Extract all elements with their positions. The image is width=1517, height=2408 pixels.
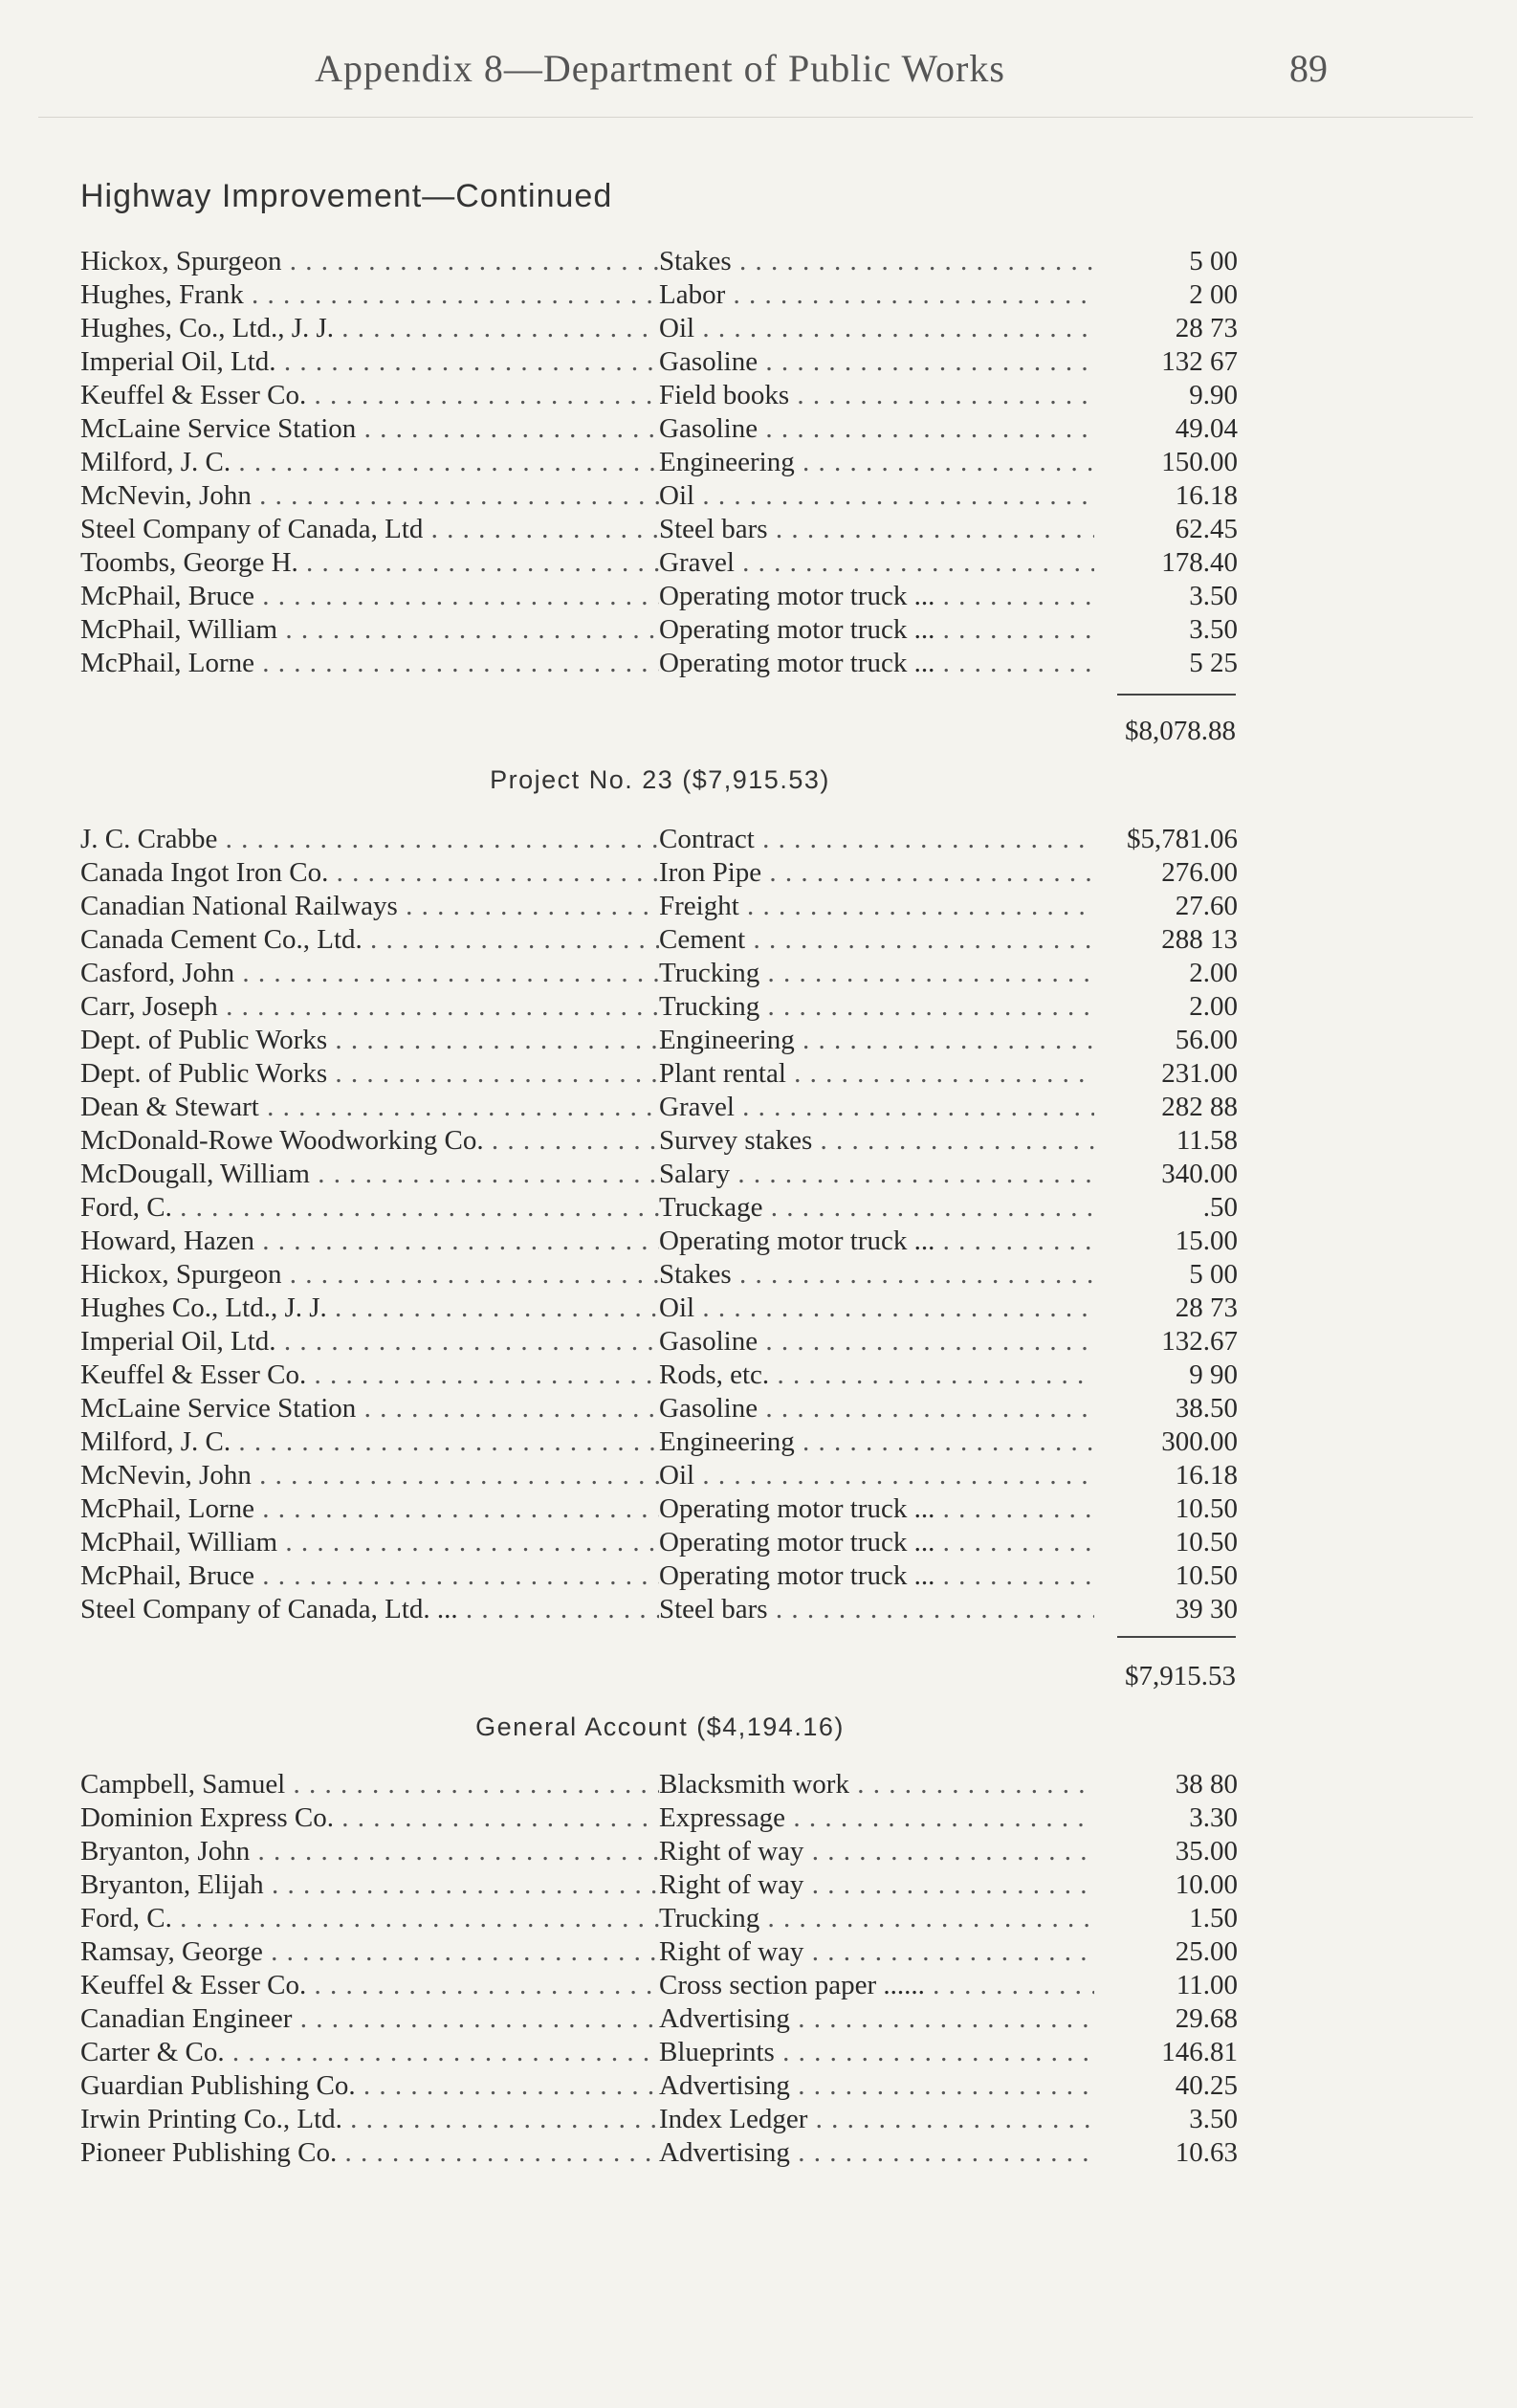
payee-name: Canada Ingot Iron Co. . . . [80,856,659,890]
amount: 9 90 [1094,1359,1238,1392]
table-row [80,379,1238,412]
payee-name: Imperial Oil, Ltd. . . . [80,345,659,379]
amount: 300.00 [1094,1425,1238,1459]
amount: 38.50 [1094,1392,1238,1425]
payee-name: Canadian National Railways . . . [80,890,659,923]
table-row [80,957,1238,990]
amount: 15.00 [1094,1225,1238,1258]
amount: 49.04 [1094,412,1238,446]
amount: 10.50 [1094,1559,1238,1593]
payee-name: Steel Company of Canada, Ltd. ... . . . [80,1593,659,1626]
amount: 146.81 [1094,2036,1238,2069]
amount: 3.30 [1094,1801,1238,1835]
item-description: Engineering . . . [659,446,1190,479]
table-row [80,1593,1238,1626]
item-description: Truckage . . . [659,1191,1190,1225]
payee-name: McDonald-Rowe Woodworking Co. . . . [80,1124,659,1158]
table-row [80,1868,1238,1902]
amount: 10.63 [1094,2136,1238,2170]
payee-name: Pioneer Publishing Co. . . . [80,2136,659,2170]
amount: 11.58 [1094,1124,1238,1158]
item-description: Labor . . . [659,278,1190,312]
table-row [80,647,1238,680]
table-row [80,1359,1238,1392]
section-title: Highway Improvement—Continued [80,178,613,214]
item-description: Engineering . . . [659,1425,1190,1459]
item-description: Survey stakes . . . [659,1124,1190,1158]
table-row [80,1902,1238,1935]
payee-name: Carr, Joseph . . . [80,990,659,1024]
item-description: Stakes . . . [659,1258,1190,1292]
table-row [80,513,1238,546]
running-head-title: Appendix 8—Department of Public Works [315,47,1005,90]
amount: 178.40 [1094,546,1238,580]
payee-name: McPhail, William . . . [80,613,659,647]
amount: 9.90 [1094,379,1238,412]
payee-name: McPhail, Bruce . . . [80,580,659,613]
general-heading: General Account ($4,194.16) [475,1712,845,1741]
payee-name: Hughes, Co., Ltd., J. J. . . . [80,312,659,345]
item-description: Operating motor truck ... . . . [659,1526,1190,1559]
item-description: Gasoline . . . [659,1325,1190,1359]
item-description: Oil . . . [659,1459,1190,1492]
table-row [80,1292,1238,1325]
payee-name: McLaine Service Station . . . [80,1392,659,1425]
amount: 40.25 [1094,2069,1238,2103]
table-row [80,479,1238,513]
item-description: Blacksmith work . . . [659,1768,1190,1801]
payee-name: Dominion Express Co. . . . [80,1801,659,1835]
amount: 56.00 [1094,1024,1238,1057]
table-row [80,278,1238,312]
item-description: Trucking . . . [659,990,1190,1024]
header-rule [38,117,1473,118]
amount: 10.50 [1094,1526,1238,1559]
payee-name: J. C. Crabbe . . . [80,823,659,856]
payee-name: Dept. of Public Works . . . [80,1024,659,1057]
item-description: Steel bars . . . [659,1593,1190,1626]
table-row [80,2002,1238,2036]
item-description: Operating motor truck ... . . . [659,647,1190,680]
payee-name: Guardian Publishing Co. . . . [80,2069,659,2103]
table-row [80,1935,1238,1969]
payee-name: Hickox, Spurgeon . . . [80,1258,659,1292]
payee-name: McNevin, John . . . [80,479,659,513]
item-description: Advertising . . . [659,2002,1190,2036]
amount: $5,781.06 [1094,823,1238,856]
amount: 29.68 [1094,2002,1238,2036]
item-description: Operating motor truck ... . . . [659,580,1190,613]
highway-total: $8,078.88 [1125,716,1236,746]
table-row [80,412,1238,446]
amount: 2.00 [1094,990,1238,1024]
item-description: Gravel . . . [659,1091,1190,1124]
item-description: Right of way . . . [659,1835,1190,1868]
table-row [80,990,1238,1024]
payee-name: Imperial Oil, Ltd. . . . [80,1325,659,1359]
amount: 28 73 [1094,1292,1238,1325]
payee-name: McPhail, Lorne . . . [80,647,659,680]
amount: 5 00 [1094,245,1238,278]
item-description: Iron Pipe . . . [659,856,1190,890]
amount: 3.50 [1094,2103,1238,2136]
item-description: Trucking . . . [659,1902,1190,1935]
table-row [80,1191,1238,1225]
table-row [80,2036,1238,2069]
table-row [80,823,1238,856]
payee-name: Keuffel & Esser Co. . . . [80,1969,659,2002]
table-row [80,312,1238,345]
table-row [80,1801,1238,1835]
table-row [80,613,1238,647]
amount: 5 25 [1094,647,1238,680]
item-description: Cement . . . [659,923,1190,957]
payee-name: Casford, John . . . [80,957,659,990]
amount: .50 [1094,1191,1238,1225]
amount: 16.18 [1094,1459,1238,1492]
project-total-rule [1117,1636,1236,1638]
highway-total-rule [1117,694,1236,696]
item-description: Blueprints . . . [659,2036,1190,2069]
item-description: Stakes . . . [659,245,1190,278]
item-description: Oil . . . [659,479,1190,513]
payee-name: Milford, J. C. . . . [80,446,659,479]
amount: 1.50 [1094,1902,1238,1935]
payee-name: Bryanton, Elijah . . . [80,1868,659,1902]
item-description: Oil . . . [659,312,1190,345]
amount: 150.00 [1094,446,1238,479]
payee-name: McPhail, William . . . [80,1526,659,1559]
amount: 2.00 [1094,957,1238,990]
amount: 3.50 [1094,613,1238,647]
item-description: Plant rental . . . [659,1057,1190,1091]
payee-name: Hughes Co., Ltd., J. J. . . . [80,1292,659,1325]
table-row [80,923,1238,957]
amount: 10.00 [1094,1868,1238,1902]
payee-name: Steel Company of Canada, Ltd . . . [80,513,659,546]
amount: 276.00 [1094,856,1238,890]
payee-name: Toombs, George H. . . . [80,546,659,580]
project-heading: Project No. 23 ($7,915.53) [490,765,830,794]
item-description: Operating motor truck ... . . . [659,613,1190,647]
amount: 5 00 [1094,1258,1238,1292]
payee-name: Keuffel & Esser Co. . . . [80,379,659,412]
amount: 28 73 [1094,312,1238,345]
highway-table [80,245,1238,680]
payee-name: Keuffel & Esser Co. . . . [80,1359,659,1392]
item-description: Contract . . . [659,823,1190,856]
item-description: Advertising . . . [659,2069,1190,2103]
table-row [80,890,1238,923]
item-description: Gasoline . . . [659,345,1190,379]
table-row [80,580,1238,613]
payee-name: Howard, Hazen . . . [80,1225,659,1258]
item-description: Freight . . . [659,890,1190,923]
amount: 39 30 [1094,1593,1238,1626]
table-row [80,1425,1238,1459]
payee-name: Bryanton, John . . . [80,1835,659,1868]
amount: 10.50 [1094,1492,1238,1526]
item-description: Gasoline . . . [659,1392,1190,1425]
payee-name: Dean & Stewart . . . [80,1091,659,1124]
table-row [80,1258,1238,1292]
amount: 27.60 [1094,890,1238,923]
table-row [80,1392,1238,1425]
payee-name: Dept. of Public Works . . . [80,1057,659,1091]
payee-name: McNevin, John . . . [80,1459,659,1492]
payee-name: Carter & Co. . . . [80,2036,659,2069]
table-row [80,1057,1238,1091]
item-description: Oil . . . [659,1292,1190,1325]
payee-name: Canada Cement Co., Ltd. . . . [80,923,659,957]
table-row [80,245,1238,278]
payee-name: Canadian Engineer . . . [80,2002,659,2036]
table-row [80,1158,1238,1191]
item-description: Trucking . . . [659,957,1190,990]
table-row [80,1969,1238,2002]
item-description: Operating motor truck ... . . . [659,1559,1190,1593]
payee-name: Hughes, Frank . . . [80,278,659,312]
amount: 132.67 [1094,1325,1238,1359]
project-table [80,823,1238,1626]
amount: 132 67 [1094,345,1238,379]
item-description: Gasoline . . . [659,412,1190,446]
table-row [80,1768,1238,1801]
table-row [80,446,1238,479]
amount: 2 00 [1094,278,1238,312]
payee-name: Campbell, Samuel . . . [80,1768,659,1801]
amount: 340.00 [1094,1158,1238,1191]
amount: 288 13 [1094,923,1238,957]
item-description: Index Ledger . . . [659,2103,1190,2136]
table-row [80,1559,1238,1593]
table-row [80,1492,1238,1526]
payee-name: Ford, C. . . . [80,1191,659,1225]
table-row [80,1091,1238,1124]
table-row [80,1024,1238,1057]
table-row [80,2136,1238,2170]
running-head [0,46,1517,103]
item-description: Expressage . . . [659,1801,1190,1835]
item-description: Right of way . . . [659,1935,1190,1969]
item-description: Right of way . . . [659,1868,1190,1902]
item-description: Salary . . . [659,1158,1190,1191]
table-row [80,1459,1238,1492]
table-row [80,856,1238,890]
amount: 35.00 [1094,1835,1238,1868]
item-description: Advertising . . . [659,2136,1190,2170]
table-row [80,2103,1238,2136]
table-row [80,1124,1238,1158]
item-description: Cross section paper ...... . . . [659,1969,1190,2002]
table-row [80,2069,1238,2103]
item-description: Rods, etc. . . . [659,1359,1190,1392]
table-row [80,1526,1238,1559]
table-row [80,345,1238,379]
item-description: Engineering . . . [659,1024,1190,1057]
payee-name: McDougall, William . . . [80,1158,659,1191]
payee-name: Ford, C. . . . [80,1902,659,1935]
amount: 3.50 [1094,580,1238,613]
amount: 25.00 [1094,1935,1238,1969]
payee-name: McLaine Service Station . . . [80,412,659,446]
table-row [80,1325,1238,1359]
project-total: $7,915.53 [1125,1661,1236,1691]
payee-name: Irwin Printing Co., Ltd. . . . [80,2103,659,2136]
payee-name: Milford, J. C. . . . [80,1425,659,1459]
amount: 62.45 [1094,513,1238,546]
amount: 11.00 [1094,1969,1238,2002]
table-row [80,546,1238,580]
item-description: Field books . . . [659,379,1190,412]
table-row [80,1835,1238,1868]
general-table [80,1768,1238,2170]
amount: 282 88 [1094,1091,1238,1124]
payee-name: McPhail, Lorne . . . [80,1492,659,1526]
page-number: 89 [1289,47,1328,90]
amount: 16.18 [1094,479,1238,513]
item-description: Gravel . . . [659,546,1190,580]
amount: 38 80 [1094,1768,1238,1801]
amount: 231.00 [1094,1057,1238,1091]
payee-name: Ramsay, George . . . [80,1935,659,1969]
item-description: Operating motor truck ... . . . [659,1492,1190,1526]
table-row [80,1225,1238,1258]
payee-name: McPhail, Bruce . . . [80,1559,659,1593]
item-description: Steel bars . . . [659,513,1190,546]
payee-name: Hickox, Spurgeon . . . [80,245,659,278]
item-description: Operating motor truck ... . . . [659,1225,1190,1258]
